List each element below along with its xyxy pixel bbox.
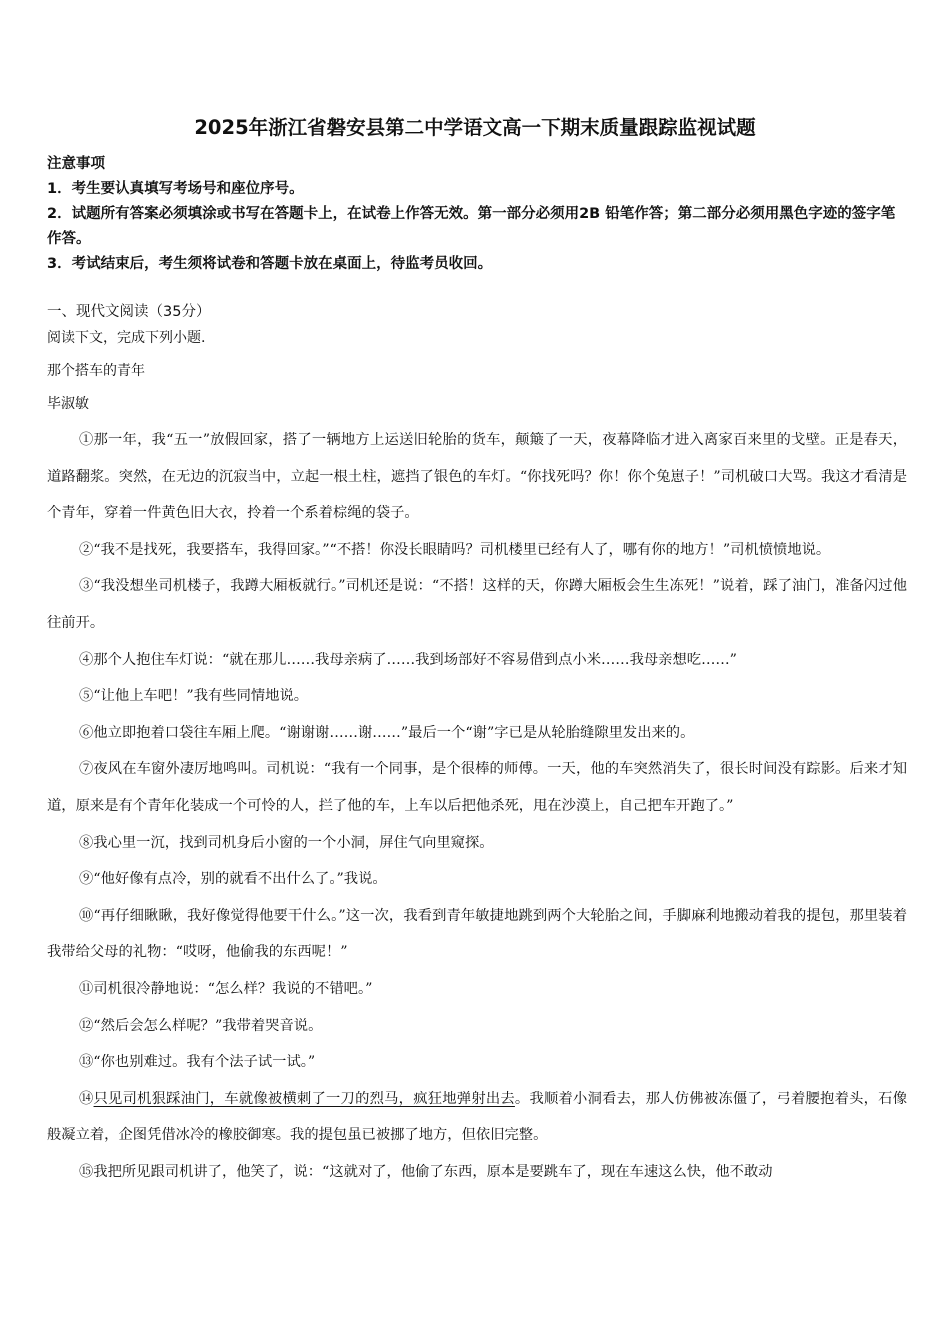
- paragraph-4: ④那个人抱住车灯说：“就在那儿……我母亲病了……我到场部好不容易借到点小米……我母亲想吃……”: [79, 651, 737, 668]
- article-body: [47, 422, 907, 1190]
- paragraph-6: ⑥他立即抱着口袋往车厢上爬。“谢谢谢……谢……”最后一个“谢”字已是从轮胎缝隙里发出来的。: [79, 724, 695, 741]
- article-title: 那个搭车的青年: [47, 363, 145, 379]
- notice-item-3: 3．考试结束后，考生须将试卷和答题卡放在桌面上，待监考员收回。: [47, 256, 493, 272]
- notice-item-1: 1．考生要认真填写考场号和座位序号。: [47, 181, 304, 197]
- paragraph-14: [47, 1081, 907, 1154]
- notice-item-2: 2．试题所有答案必须填涂或书写在答题卡上，在试卷上作答无效。第一部分必须用2B 铅笔作答；第二部分必须用黑色字迹的签字笔作答。: [47, 206, 896, 247]
- article-author: 毕淑敏: [47, 396, 89, 412]
- paragraph-5: ⑤“让他上车吧！”我有些同情地说。: [79, 688, 309, 705]
- paragraph-11: ⑪司机很冷静地说：“怎么样？我说的不错吧。”: [79, 980, 373, 997]
- paragraph-8: ⑧我心里一沉，找到司机身后小窗的一个小洞，屏住气向里窥探。: [79, 834, 494, 851]
- notice-heading: 注意事项: [47, 156, 105, 172]
- paragraph-3: ③“我没想坐司机楼子，我蹲大厢板就行。”司机还是说：“不搭！这样的天，你蹲大厢板会生生冻死！”说着，踩了油门，准备闪过他往前开。: [47, 578, 907, 631]
- notice-block: [47, 152, 907, 277]
- paragraph-13: ⑬“你也别难过。我有个法子试一试。”: [79, 1054, 316, 1071]
- paragraph-1: ①那一年，我“五一”放假回家，搭了一辆地方上运送旧轮胎的货车，颠簸了一天，夜幕降临才进入离家百来里的戈壁。正是春天，道路翻浆。突然，在无边的沉寂当中，立起一根土柱，遮挡了银色的车灯。“你找死吗？你！你个兔崽子！”司机破口大骂。我这才看清是个青年，穿着一件黄色旧大衣，拎着一个系着棕绳的袋子。: [47, 432, 907, 522]
- paragraph-15: ⑮我把所见跟司机讲了，他笑了，说：“这就对了，他偷了东西，原本是要跳车了，现在车速这么快，他不敢动: [79, 1163, 773, 1180]
- paragraph-14-number: ⑭: [79, 1090, 94, 1107]
- paragraph-7: ⑦夜风在车窗外凄厉地鸣叫。司机说：“我有一个同事，是个很棒的师傅。一天，他的车突然消失了，很长时间没有踪影。后来才知道，原来是有个青年化装成一个可怜的人，拦了他的车，上车以后把他杀死，甩在沙漠上，自己把车开跑了。”: [47, 761, 907, 814]
- paragraph-12: ⑫“然后会怎么样呢？”我带着哭音说。: [79, 1017, 323, 1034]
- page-title: 2025年浙江省磐安县第二中学语文高一下期末质量跟踪监视试题: [194, 116, 756, 139]
- section-heading: 一、现代文阅读（35分）: [47, 304, 211, 320]
- reading-instruction: 阅读下文，完成下列小题.: [47, 330, 206, 346]
- paragraph-9: ⑨“他好像有点冷，别的就看不出什么了。”我说。: [79, 871, 387, 888]
- paragraph-10: ⑩“再仔细瞅瞅，我好像觉得他要干什么。”这一次，我看到青年敏捷地跳到两个大轮胎之间，手脚麻利地搬动着我的提包，那里装着我带给父母的礼物：“哎呀，他偷我的东西呢！”: [47, 907, 907, 961]
- paragraph-14-underlined-sentence: 只见司机狠踩油门，车就像被横刺了一刀的烈马，疯狂地弹射出去: [93, 1090, 515, 1107]
- paragraph-2: ②“我不是找死，我要搭车，我得回家。”“不搭！你没长眼睛吗？司机楼里已经有人了，哪有你的地方！”司机愤愤地说。: [79, 541, 831, 558]
- paragraph-14-rest: 。我顺着小洞看去，那人仿佛被冻僵了，弓着腰抱着头，石像般凝立着，企图凭借冰冷的橡胶御寒。我的提包虽已被挪了地方，但依旧完整。: [47, 1090, 908, 1144]
